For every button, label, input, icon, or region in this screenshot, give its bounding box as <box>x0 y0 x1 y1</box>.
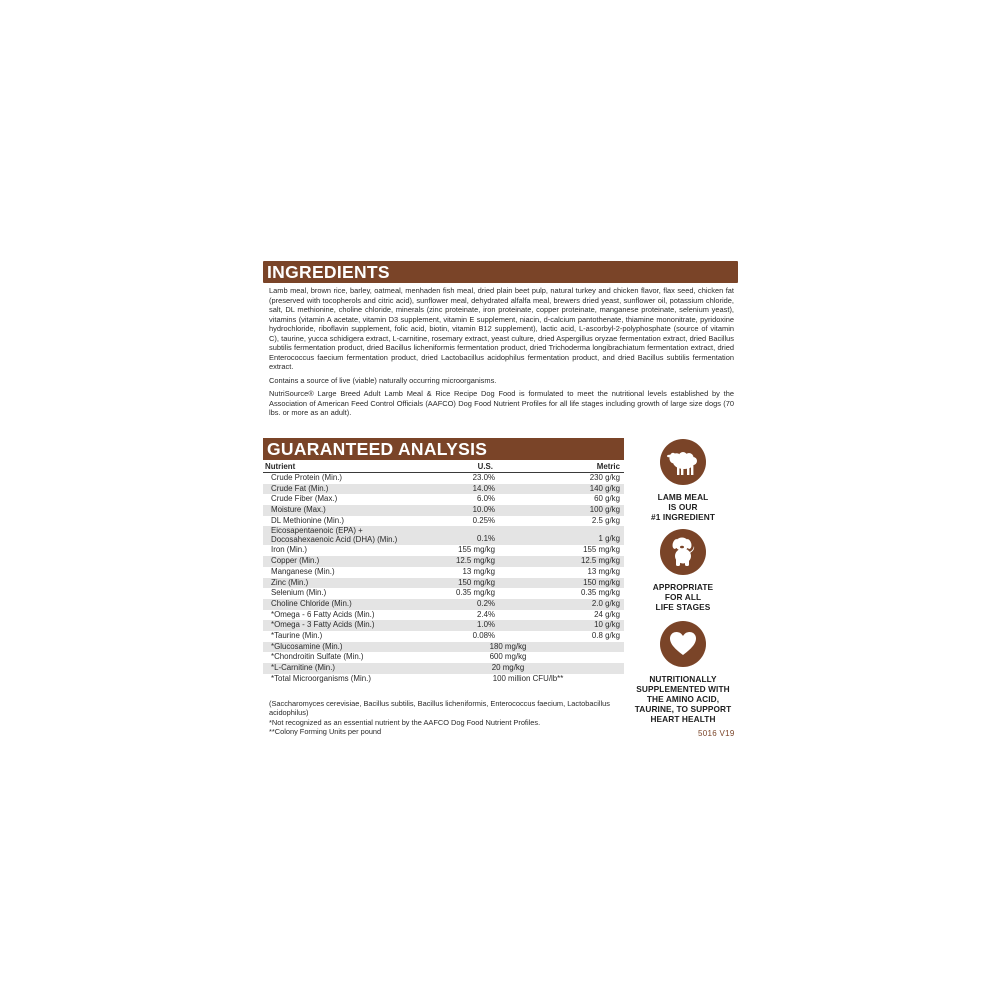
nutrient-name: *Glucosamine (Min.) <box>271 641 343 651</box>
puppy-icon <box>660 529 706 575</box>
metric-value: 2.0 g/kg <box>591 598 620 608</box>
table-row <box>263 578 624 589</box>
aafco-statement: NutriSource® Large Breed Adult Lamb Meal & Rice Recipe Dog Food is formulated to meet the nutritional levels established by the Association of American Feed Control Officials (AAFCO) Dog Food Nutrient Profiles for all life stages including growth of large size dogs (70 lbs. or more as an adult). <box>269 389 734 417</box>
us-value: 0.1% <box>477 534 495 544</box>
nutrient-name: Selenium (Min.) <box>271 588 327 598</box>
us-value: 155 mg/kg <box>458 545 495 555</box>
us-value: 1.0% <box>477 620 495 630</box>
nutrient-name: Moisture (Max.) <box>271 505 326 515</box>
ingredients-title: INGREDIENTS <box>267 262 390 282</box>
metric-value: 155 mg/kg <box>583 545 620 555</box>
table-row <box>263 631 624 642</box>
organisms-footnote: (Saccharomyces cerevisiae, Bacillus subtilis, Bacillus licheniformis, Enterococcus faecium, Lactobacillus acidophilus) <box>269 699 610 718</box>
badge-line: #1 INGREDIENT <box>650 512 715 522</box>
nutrient-name: *L-Carnitine (Min.) <box>271 663 336 672</box>
us-value: 0.08% <box>472 630 495 640</box>
footnotes <box>269 699 619 736</box>
table-row <box>263 652 624 663</box>
cfu-footnote: **Colony Forming Units per pound <box>269 726 382 736</box>
heart-icon <box>660 621 706 667</box>
table-row <box>263 599 624 610</box>
us-value: 6.0% <box>477 494 495 504</box>
analysis-header <box>263 438 624 460</box>
badge-line: SUPPLEMENTED WITH <box>636 684 730 694</box>
metric-value: 1 g/kg <box>598 534 620 544</box>
not-recognized-footnote: *Not recognized as an essential nutrient by the AAFCO Dog Food Nutrient Profiles. <box>269 717 541 727</box>
us-value: 10.0% <box>472 505 495 515</box>
column-header-metric: Metric <box>596 462 620 471</box>
badge-line: HEART HEALTH <box>650 714 716 724</box>
nutrient-name: Crude Fiber (Max.) <box>271 494 338 504</box>
metric-value: 0.8 g/kg <box>591 630 620 640</box>
column-header-us: U.S. <box>477 462 493 471</box>
table-row <box>263 567 624 578</box>
badge-line: TAURINE, TO SUPPORT <box>634 704 732 714</box>
nutrient-name: *Chondroitin Sulfate (Min.) <box>271 652 364 662</box>
nutrient-name: Manganese (Min.) <box>271 566 335 576</box>
microorganisms-note: Contains a source of live (viable) naturally occurring microorganisms. <box>269 375 497 385</box>
badge-line: LAMB MEAL <box>657 492 709 502</box>
us-value: 0.25% <box>472 515 495 525</box>
nutrient-name: Copper (Min.) <box>271 556 320 566</box>
nutrient-name: *Total Microorganisms (Min.) <box>271 673 371 683</box>
table-row <box>263 556 624 567</box>
table-row <box>263 505 624 516</box>
nutrient-name-line1: Eicosapentaenoic (EPA) + <box>271 526 363 536</box>
nutrient-name: Iron (Min.) <box>271 545 307 555</box>
nutrient-name: Zinc (Min.) <box>271 577 309 587</box>
badge-line: IS OUR <box>668 502 698 512</box>
nutrient-name: Choline Chloride (Min.) <box>271 598 352 608</box>
us-value: 0.35 mg/kg <box>455 588 495 598</box>
badge-line: NUTRITIONALLY <box>649 674 717 684</box>
nutrient-name: *Taurine (Min.) <box>271 630 323 640</box>
badge-line: FOR ALL <box>664 592 702 602</box>
us-value: 2.4% <box>477 609 495 619</box>
ingredients-list: Lamb meal, brown rice, barley, oatmeal, menhaden fish meal, dried plain beet pulp, natural turkey and chicken flavor, flax seed, chicken fat (preserved with tocopherols and citric acid), sunflower meal, dehydrated alfalfa meal, brewers dried yeast, sunflower oil, potassium chloride, salt, DL methionine, choline chloride, minerals (zinc proteinate, iron proteinate, copper proteinate, manganese proteinate, selenium yeast), vitamins (vitamin A acetate, vitamin D3 supplement, vitamin E supplement, niacin, d-calcium pantothenate, thiamine mononitrate, pyridoxine hydrochloride, riboflavin supplement, folic acid, biotin, vitamin B12 supplement), lactic acid, L-ascorbyl-2-polyphosphate (source of vitamin C), taurine, yucca schidigera extract, L-carnitine, rosemary extract, yeast culture, dried Aspergillus oryzae fermentation extract, dried Bacillus subtilis fermentation product, dried Bacillus licheniformis fermentation product, dried Trichoderma longibrachiatum fermentation extract, dried Enterococcus faecium fermentation product, dried Lactobacillus acidophilus fermentation product, and dried Bacillus subtilis fermentation extract. <box>269 286 734 371</box>
metric-value: 10 g/kg <box>594 620 620 630</box>
us-value: 14.0% <box>472 483 495 493</box>
nutrient-name: Crude Fat (Min.) <box>271 483 329 493</box>
table-row <box>263 620 624 631</box>
metric-value: 13 mg/kg <box>587 566 620 576</box>
badge-line: LIFE STAGES <box>655 602 711 612</box>
lamb-icon <box>660 439 706 485</box>
table-row <box>263 674 624 685</box>
combined-value: 600 mg/kg <box>489 652 527 662</box>
table-row <box>263 610 624 621</box>
us-value: 23.0% <box>472 473 495 482</box>
product-code: 5016 V19 <box>698 729 735 738</box>
metric-value: 60 g/kg <box>594 494 620 504</box>
badge-heart-health <box>633 621 733 724</box>
badge-caption <box>633 492 733 522</box>
nutrient-name: *Omega - 3 Fatty Acids (Min.) <box>271 620 375 630</box>
nutrient-name: Crude Protein (Min.) <box>271 473 343 482</box>
analysis-title: GUARANTEED ANALYSIS <box>267 439 488 459</box>
badge-lamb-meal <box>633 439 733 522</box>
nutrient-name: *Omega - 6 Fatty Acids (Min.) <box>271 609 375 619</box>
table-row <box>263 516 624 527</box>
table-row <box>263 484 624 495</box>
us-value: 150 mg/kg <box>458 577 495 587</box>
ingredients-section <box>269 286 734 422</box>
metric-value: 12.5 mg/kg <box>580 556 620 566</box>
badge-line: APPROPRIATE <box>652 582 714 592</box>
table-row <box>263 588 624 599</box>
table-row <box>263 494 624 505</box>
nutrient-name <box>271 527 397 544</box>
metric-value: 140 g/kg <box>589 483 620 493</box>
badge-line: THE AMINO ACID, <box>646 694 720 704</box>
analysis-table <box>263 461 624 684</box>
metric-value: 100 g/kg <box>589 505 620 515</box>
us-value: 0.2% <box>477 598 495 608</box>
nutrient-name: DL Methionine (Min.) <box>271 515 344 525</box>
badge-caption <box>633 582 733 612</box>
us-value: 13 mg/kg <box>462 566 495 576</box>
metric-value: 2.5 g/kg <box>591 515 620 525</box>
nutrient-name-line2: Docosahexaenoic Acid (DHA) (Min.) <box>271 534 398 544</box>
combined-value: 180 mg/kg <box>489 641 527 651</box>
table-row <box>263 526 624 545</box>
table-row <box>263 473 624 484</box>
table-row <box>263 663 624 674</box>
combined-value: 100 million CFU/lb** <box>492 673 564 683</box>
table-header-row <box>263 461 624 473</box>
us-value: 12.5 mg/kg <box>455 556 495 566</box>
badge-caption <box>633 674 733 724</box>
metric-value: 0.35 mg/kg <box>580 588 620 598</box>
metric-value: 230 g/kg <box>589 473 620 482</box>
ingredients-header <box>263 261 738 283</box>
combined-value: 20 mg/kg <box>491 663 525 672</box>
column-header-nutrient: Nutrient <box>265 462 296 471</box>
badge-life-stages <box>633 529 733 612</box>
table-row <box>263 545 624 556</box>
metric-value: 24 g/kg <box>594 609 620 619</box>
table-row <box>263 642 624 653</box>
metric-value: 150 mg/kg <box>583 577 620 587</box>
